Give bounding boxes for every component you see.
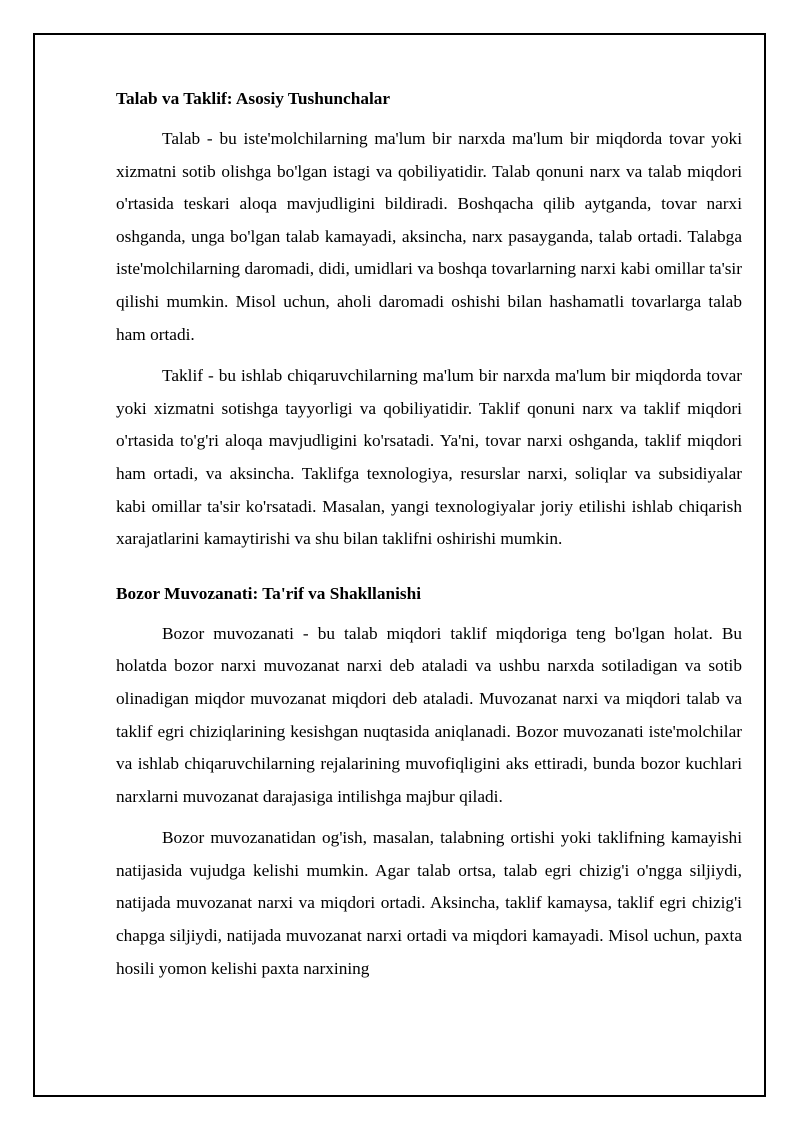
document-body bbox=[116, 84, 742, 994]
paragraph-equilibrium-deviation: Bozor muvozanatidan og'ish, masalan, talabning ortishi yoki taklifning kamayishi natijasida vujudga kelishi mumkin. Agar talab ortsa, talab egri chizig'i o'ngga siljiydi, natijada muvozanat narxi va miqdori ortadi. Aksincha, taklif kamaysa, taklif egri chizig'i chapga siljiydi, natijada muvozanat narxi ortadi va miqdori kamayadi. Misol uchun, paxta hosili yomon kelishi paxta narxining bbox=[116, 828, 742, 978]
section-heading-demand-supply: Talab va Taklif: Asosiy Tushunchalar bbox=[116, 89, 391, 108]
paragraph-supply: Taklif - bu ishlab chiqaruvchilarning ma'lum bir narxda ma'lum bir miqdorda tovar yoki xizmatni sotishga tayyorligi va qobiliyatidir. Taklif qonuni narx va taklif miqdori o'rtasida to'g'ri aloqa mavjudligini ko'rsatadi. Ya'ni, tovar narxi oshganda, taklif miqdori ham ortadi, va aksincha. Taklifga texnologiya, resurslar narxi, soliqlar va subsidiyalar kabi omillar ta'sir ko'rsatadi. Masalan, yangi texnologiyalar joriy etilishi ishlab chiqarish xarajatlarini kamaytirishi va shu bilan taklifni oshirishi mumkin. bbox=[116, 366, 742, 549]
paragraph-equilibrium-definition: Bozor muvozanati - bu talab miqdori taklif miqdoriga teng bo'lgan holat. Bu holatda bozor narxi muvozanat narxi deb ataladi va ushbu narxda sotiladigan va sotib olinadigan miqdor muvozanat miqdori deb ataladi. Muvozanat narxi va miqdori talab va taklif egri chiziqlarining kesishgan nuqtasida aniqlanadi. Bozor muvozanati iste'molchilar va ishlab chiqaruvchilarning rejalarining muvofiqligini aks ettiradi, bunda bozor kuchlari narxlarni muvozanat darajasiga intilishga majbur qiladi. bbox=[116, 623, 742, 806]
section-heading-market-equilibrium: Bozor Muvozanati: Ta'rif va Shakllanishi bbox=[116, 583, 422, 603]
paragraph-demand: Talab - bu iste'molchilarning ma'lum bir narxda ma'lum bir miqdorda tovar yoki xizmatni sotib olishga bo'lgan istagi va qobiliyatidir. Talab qonuni narx va talab miqdori o'rtasida teskari aloqa mavjudligini bildiradi. Boshqacha qilib aytganda, tovar narxi oshganda, unga bo'lgan talab kamayadi, aksincha, narx pasayganda, talab ortadi. Talabga iste'molchilarning daromadi, didi, umidlari va boshqa tovarlarning narxi kabi omillar ta'sir qilishi mumkin. Misol uchun, aholi daromadi oshishi bilan hashamatli tovarlarga talab ham ortadi. bbox=[116, 129, 742, 344]
